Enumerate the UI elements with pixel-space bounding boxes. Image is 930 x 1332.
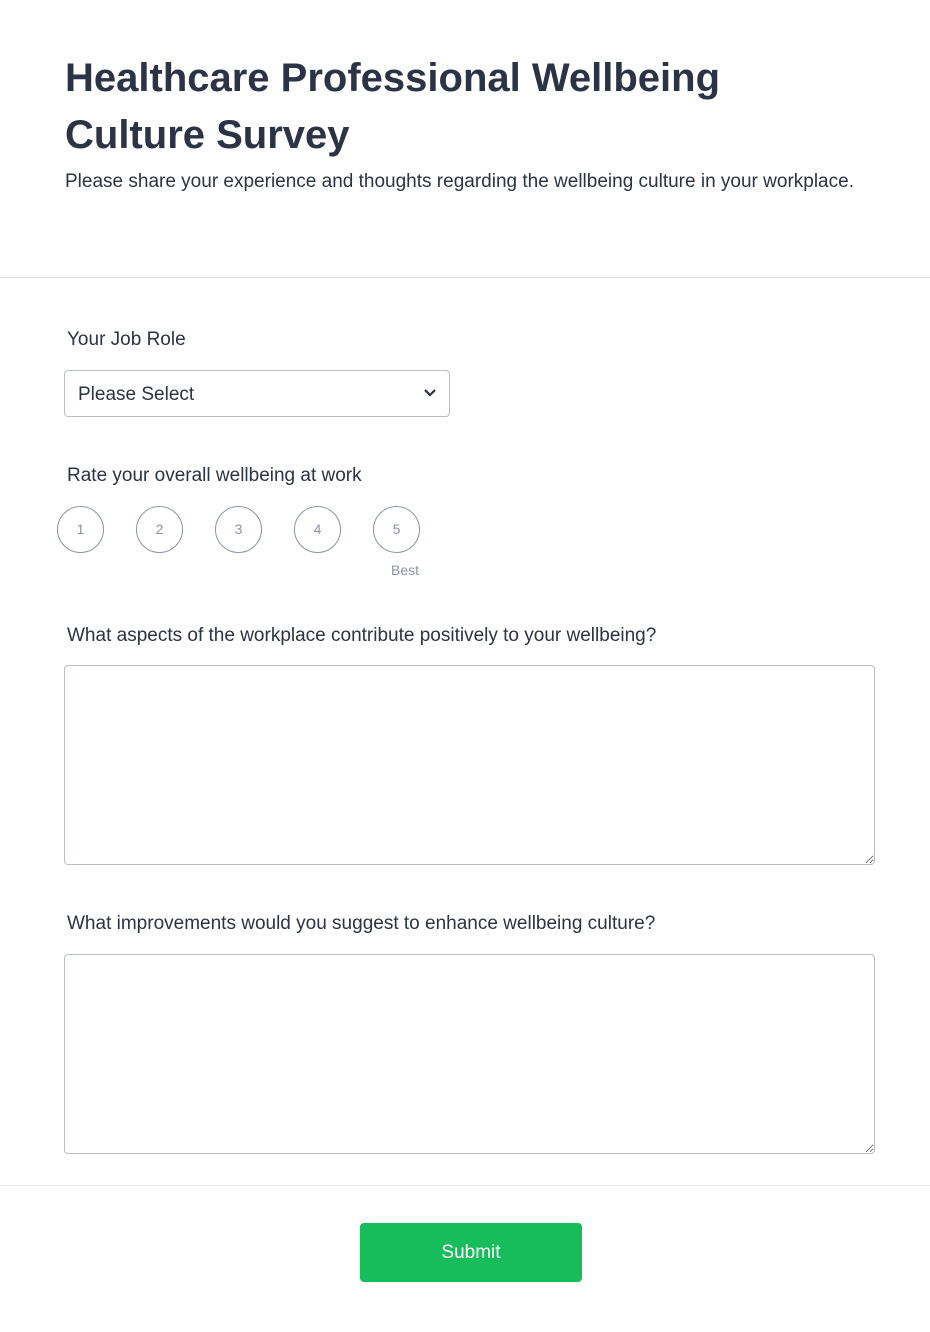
rating-option-4[interactable]: 4	[294, 506, 341, 553]
submit-button[interactable]: Submit	[360, 1223, 582, 1282]
rating-label: Rate your overall wellbeing at work	[67, 465, 362, 486]
rating-option-5[interactable]: 5	[373, 506, 420, 553]
job-role-label: Your Job Role	[67, 329, 186, 350]
header-divider	[0, 277, 930, 278]
page-title: Healthcare Professional Wellbeing Culture Survey	[65, 56, 721, 157]
improvements-label: What improvements would you suggest to enhance wellbeing culture?	[67, 913, 656, 934]
rating-option-1[interactable]: 1	[57, 506, 104, 553]
rating-option-3[interactable]: 3	[215, 506, 262, 553]
page-description: Please share your experience and thoughts regarding the wellbeing culture in your workplace.	[65, 171, 854, 192]
rating-max-label: Best	[391, 562, 420, 578]
job-role-select[interactable]	[64, 370, 450, 417]
chevron-down-icon	[423, 385, 437, 399]
rating-option-2[interactable]: 2	[136, 506, 183, 553]
footer-divider	[0, 1185, 930, 1186]
positives-label: What aspects of the workplace contribute positively to your wellbeing?	[67, 625, 657, 646]
improvements-textarea[interactable]	[64, 954, 875, 1154]
job-role-selected-value: Please Select	[78, 384, 195, 405]
positives-textarea[interactable]	[64, 665, 875, 865]
